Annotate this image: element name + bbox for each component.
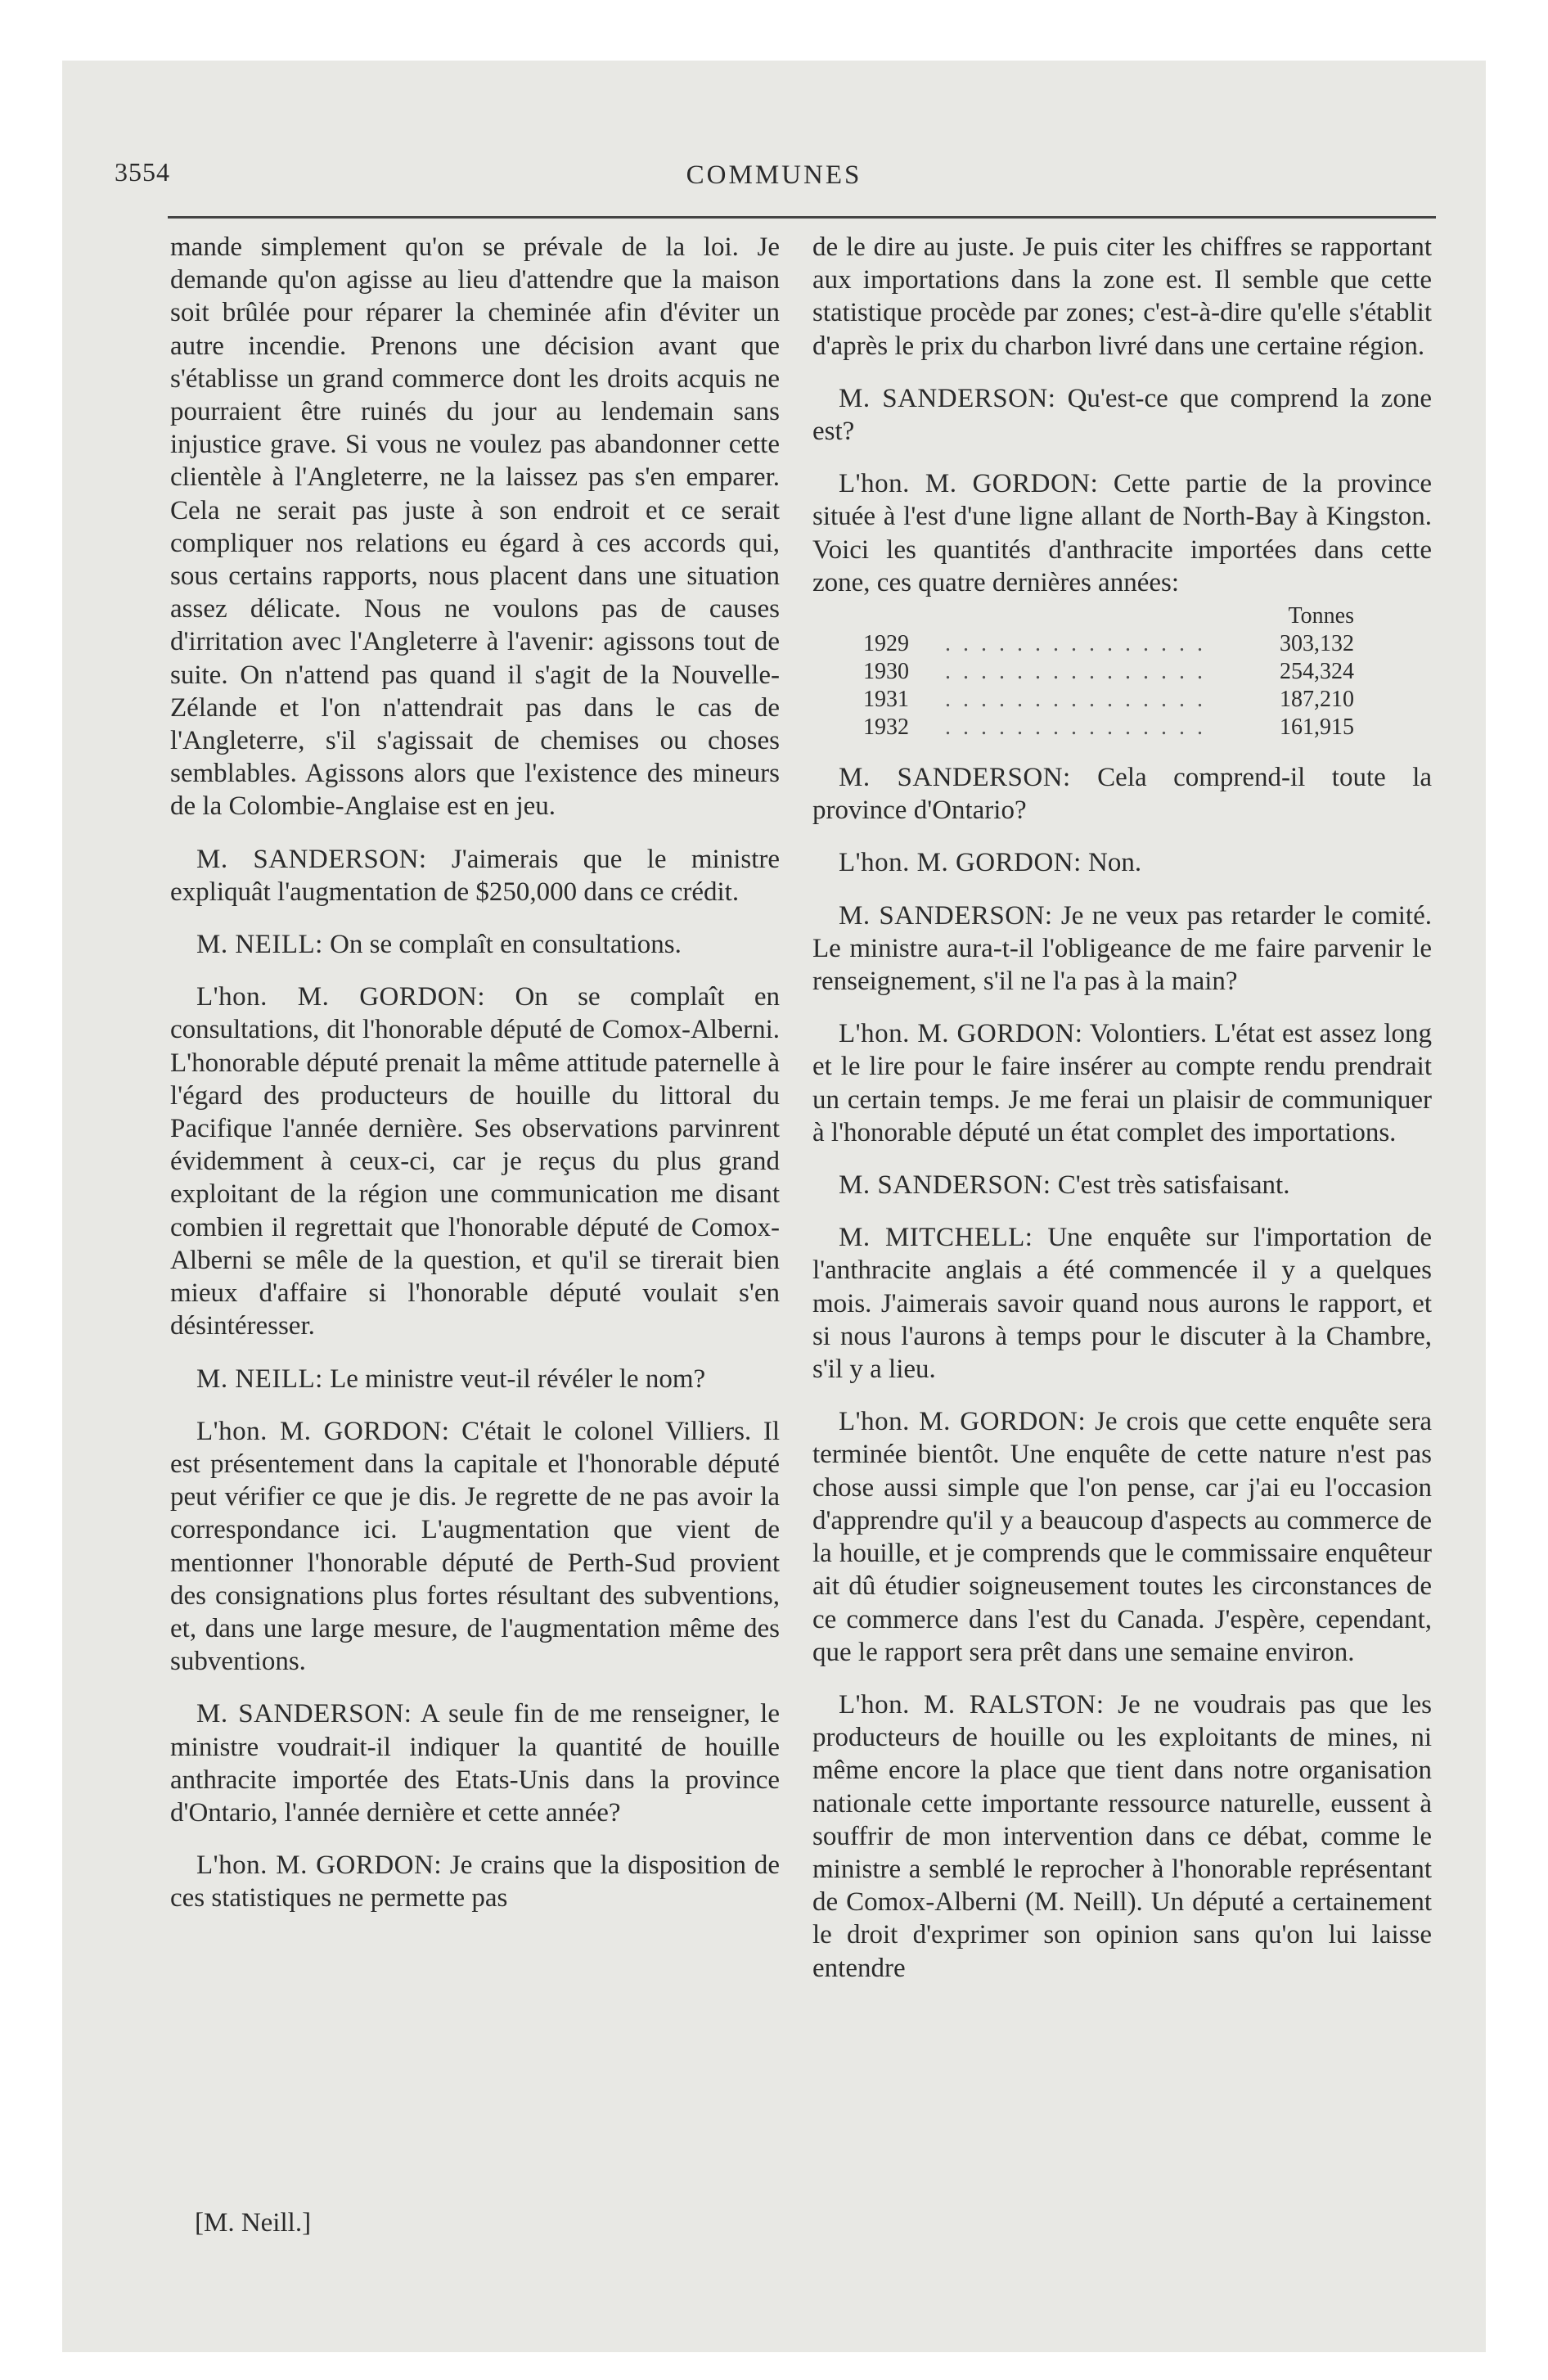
speaker: M. SANDERSON: <box>839 763 1071 793</box>
paragraph <box>812 1169 1432 1201</box>
speaker: M. NEILL: <box>196 930 323 960</box>
speaker: M. MITCHELL: <box>839 1223 1033 1253</box>
left-column <box>170 231 780 2310</box>
year-cell: 1929 <box>863 631 909 657</box>
paragraph-text: Une enquête sur l'importation de l'anthracite anglais a été commencée il y a quelques mois. J'aimerais savoir quand nous aurons le rapport, et si nous l'aurons à temps pour le discuter à la Chambre, s'il y a lieu. <box>812 1223 1432 1385</box>
speaker: M. SANDERSON: <box>839 383 1056 413</box>
paragraph <box>170 231 780 823</box>
paragraph-text: C'est très satisfaisant. <box>1057 1170 1290 1201</box>
paragraph <box>170 1849 780 1914</box>
speaker: M. SANDERSON: <box>196 1699 412 1729</box>
paragraph-text: On se complaît en consultations. <box>330 930 682 960</box>
speaker: L'hon. M. GORDON: <box>196 1416 450 1446</box>
paragraph <box>170 843 780 908</box>
paragraph-text: Je crois que cette enquête sera terminée bientôt. Une enquête de cette nature n'est pas chose aussi simple que l'on pense, car j'ai eu l'occasion d'apprendre qu'il y a beaucoup d'aspects au commerce de la houille, et je comprends que le commissaire enquêteur ait dû étudier soigneusement toutes les circonstances de ce commerce dans l'est du Canada. J'espère, cependant, que le rapport sera prêt dans une semaine environ. <box>812 1407 1432 1667</box>
paragraph-text: A seule fin de me renseigner, le ministre voudrait-il indiquer la quantité de houille anthracite importée des Etats-Unis dans la province d'Ontario, l'année dernière et cette année? <box>170 1699 780 1828</box>
table-row <box>863 630 1354 658</box>
year-cell: 1931 <box>863 687 909 713</box>
speaker: L'hon. M. GORDON: <box>839 848 1082 878</box>
paragraph <box>812 761 1432 827</box>
leader-dots: . . . . . . . . . . . . . . . <box>945 631 1206 657</box>
speaker: L'hon. M. RALSTON: <box>839 1689 1105 1720</box>
leader-dots: . . . . . . . . . . . . . . . <box>945 714 1206 741</box>
speaker: M. SANDERSON: <box>196 844 427 874</box>
right-column <box>812 231 1432 2310</box>
page-number: 3554 <box>115 157 170 187</box>
speaker: L'hon. M. GORDON: <box>839 1407 1087 1437</box>
year-cell: 1930 <box>863 659 909 685</box>
paragraph-text: C'était le colonel Villiers. Il est présentement dans la capitale et l'honorable député peut vérifier ce que je dis. Je regrette de ne pas avoir la correspondance ici. L'augmentation que vient de mentionner l'honorable député de Perth-Sud provient des consignations plus fortes résultant des subventions, et, dans une large mesure, de l'augmentation même des subventions. <box>170 1416 780 1677</box>
paragraph-text: Je crains que la disposition de ces statistiques ne permette pas <box>170 1850 780 1913</box>
paragraph-text: Cette partie de la province située à l'est d'une ligne allant de North-Bay à Kingston. Voici les quantités d'anthracite importées dans cette zone, ces quatre dernières années: <box>812 469 1432 597</box>
paragraph <box>812 899 1432 998</box>
paragraph-text: Qu'est-ce que comprend la zone est? <box>812 383 1432 447</box>
speaker: L'hon. M. GORDON: <box>839 469 1099 499</box>
paragraph <box>812 1405 1432 1669</box>
leader-dots: . . . . . . . . . . . . . . . <box>945 659 1206 685</box>
speaker: M. SANDERSON: <box>839 900 1053 931</box>
table-row <box>863 658 1354 686</box>
paragraph-text: Le ministre veut-il révéler le nom? <box>330 1364 706 1394</box>
paragraph-text: Non. <box>1088 848 1142 878</box>
speaker: L'hon. M. GORDON: <box>196 982 486 1012</box>
paragraph <box>812 1017 1432 1149</box>
paragraph <box>170 980 780 1342</box>
value-cell: 187,210 <box>1280 687 1354 713</box>
unit-header: Tonnes <box>1288 603 1354 629</box>
paragraph-text: Cela comprend-il toute la province d'Ontario? <box>812 763 1432 826</box>
footer-note: [M. Neill.] <box>195 2208 312 2238</box>
header-rule <box>168 216 1436 219</box>
paragraph <box>812 382 1432 448</box>
table-row <box>863 686 1354 714</box>
speaker: L'hon. M. GORDON: <box>196 1850 443 1881</box>
table-row <box>863 714 1354 741</box>
paragraph-text: On se complaît en consultations, dit l'honorable député de Comox-Alberni. L'honorable député prenait la même attitude paternelle à l'égard des producteurs de houille du littoral du Pacifique l'année dernière. Ses observations parvinrent évidemment à ceux-ci, car je reçus du plus grand exploitant de la région une communication me disant combien il regrettait que l'honorable député de Comox-Alberni se mêle de la question, et qu'il se tirerait bien mieux d'affaire si l'honorable député voulait s'en désintéresser. <box>170 982 780 1341</box>
value-cell: 303,132 <box>1280 631 1354 657</box>
paragraph <box>812 467 1432 599</box>
paragraph-text: J'aimerais que le ministre expliquât l'augmentation de $250,000 dans ce crédit. <box>170 844 780 907</box>
speaker: L'hon. M. GORDON: <box>839 1019 1083 1049</box>
paragraph <box>812 846 1432 879</box>
paragraph <box>170 928 780 961</box>
paragraph <box>170 1697 780 1829</box>
paragraph-text: Volontiers. L'état est assez long et le lire pour le faire insérer au compte rendu prendrait un certain temps. Je me ferai un plaisir de communiquer à l'honorable député un état complet des importations. <box>812 1019 1432 1147</box>
speaker: M. SANDERSON: <box>839 1170 1051 1201</box>
paragraph <box>812 231 1432 363</box>
paragraph-text: de le dire au juste. Je puis citer les chiffres se rapportant aux importations dans la zone est. Il semble que cette statistique procède par zones; c'est-à-dire qu'elle s'établit d'après le prix du charbon livré dans une certaine région. <box>812 232 1432 361</box>
paragraph <box>170 1415 780 1679</box>
table-header-row <box>863 602 1354 630</box>
year-cell: 1932 <box>863 714 909 741</box>
paragraph-text: mande simplement qu'on se prévale de la loi. Je demande qu'on agisse au lieu d'attendre que la maison soit brûlée pour réparer la cheminée afin d'éviter un autre incendie. Prenons une décision avant que s'établisse un grand commerce dont les droits acquis ne pourraient être ruinés du jour au lendemain sans injustice grave. Si vous ne voulez pas abandonner cette clientèle à l'Angleterre, ne la laissez pas s'en emparer. Cela ne serait pas juste à son endroit et ce serait compliquer nos relations eu égard à ces accords qui, sous certains rapports, nous placent dans une situation assez délicate. Nous ne voulons pas de causes d'irritation avec l'Angleterre à l'avenir: agissons tout de suite. On n'attend pas quand il s'agit de la Nouvelle-Zélande et l'on n'attendrait pas dans le cas de l'Angleterre, s'il s'agissait de chemises ou choses semblables. Agissons alors que l'existence des mineurs de la Colombie-Anglaise est en jeu. <box>170 232 780 822</box>
paragraph <box>812 1221 1432 1386</box>
paragraph <box>170 1363 780 1395</box>
paragraph-text: Je ne veux pas retarder le comité. Le ministre aura-t-il l'obligeance de me faire parvenir le renseignement, s'il ne l'a pas à la main? <box>812 900 1432 997</box>
value-cell: 254,324 <box>1280 659 1354 685</box>
paragraph-text: Je ne voudrais pas que les producteurs de houille ou les exploitants de mines, ni même encore la place que tient dans notre organisation nationale cette importante ressource naturelle, eussent à souffrir de mon intervention dans ce débat, comme le ministre a semblé le reprocher à l'honorable représentant de Comox-Alberni (M. Neill). Un député a certainement le droit d'exprimer son opinion sans qu'on lui laisse entendre <box>812 1689 1432 1983</box>
value-cell: 161,915 <box>1280 714 1354 741</box>
running-head: COMMUNES <box>686 160 862 190</box>
paragraph <box>812 1688 1432 1985</box>
leader-dots: . . . . . . . . . . . . . . . <box>945 687 1206 713</box>
import-table <box>863 602 1354 741</box>
speaker: M. NEILL: <box>196 1364 323 1394</box>
